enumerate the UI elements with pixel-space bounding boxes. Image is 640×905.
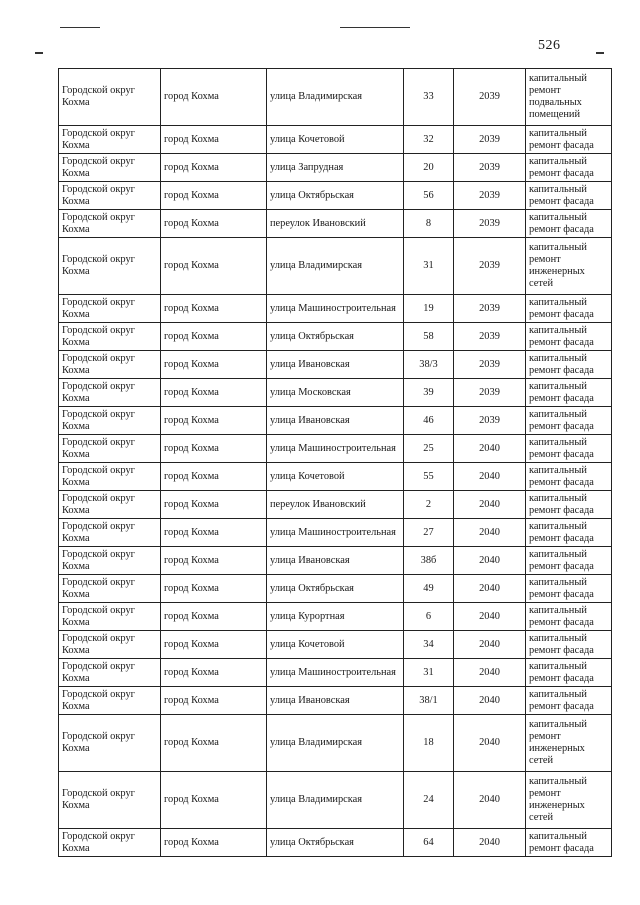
table-row xyxy=(59,575,612,603)
year-cell: 2039 xyxy=(454,238,526,295)
street-cell: улица Октябрьская xyxy=(267,829,404,857)
house-number-cell: 31 xyxy=(404,238,454,295)
table-row xyxy=(59,323,612,351)
house-number-cell: 6 xyxy=(404,603,454,631)
locality-cell: город Кохма xyxy=(161,631,267,659)
work-type-cell: капитальный ремонт фасада xyxy=(526,435,612,463)
table-row xyxy=(59,210,612,238)
house-number-cell: 27 xyxy=(404,519,454,547)
table-row xyxy=(59,491,612,519)
municipality-cell: Городской округ Кохма xyxy=(59,154,161,182)
street-cell: улица Кочетовой xyxy=(267,463,404,491)
house-number-cell: 2 xyxy=(404,491,454,519)
house-number-cell: 31 xyxy=(404,659,454,687)
municipality-cell: Городской округ Кохма xyxy=(59,379,161,407)
locality-cell: город Кохма xyxy=(161,323,267,351)
municipality-cell: Городской округ Кохма xyxy=(59,435,161,463)
street-cell: переулок Ивановский xyxy=(267,491,404,519)
street-cell: улица Ивановская xyxy=(267,687,404,715)
work-type-cell: капитальный ремонт фасада xyxy=(526,575,612,603)
locality-cell: город Кохма xyxy=(161,210,267,238)
work-type-cell: капитальный ремонт инженерных сетей xyxy=(526,772,612,829)
street-cell: улица Октябрьская xyxy=(267,575,404,603)
year-cell: 2040 xyxy=(454,519,526,547)
locality-cell: город Кохма xyxy=(161,295,267,323)
locality-cell: город Кохма xyxy=(161,407,267,435)
year-cell: 2040 xyxy=(454,687,526,715)
municipality-cell: Городской округ Кохма xyxy=(59,295,161,323)
table-row xyxy=(59,379,612,407)
house-number-cell: 64 xyxy=(404,829,454,857)
locality-cell: город Кохма xyxy=(161,463,267,491)
municipality-cell: Городской округ Кохма xyxy=(59,126,161,154)
year-cell: 2039 xyxy=(454,351,526,379)
locality-cell: город Кохма xyxy=(161,182,267,210)
locality-cell: город Кохма xyxy=(161,379,267,407)
year-cell: 2039 xyxy=(454,126,526,154)
municipality-cell: Городской округ Кохма xyxy=(59,238,161,295)
house-number-cell: 8 xyxy=(404,210,454,238)
year-cell: 2040 xyxy=(454,547,526,575)
municipality-cell: Городской округ Кохма xyxy=(59,519,161,547)
street-cell: улица Машиностроительная xyxy=(267,519,404,547)
house-number-cell: 19 xyxy=(404,295,454,323)
house-number-cell: 58 xyxy=(404,323,454,351)
street-cell: улица Курортная xyxy=(267,603,404,631)
street-cell: улица Машиностроительная xyxy=(267,295,404,323)
table-row xyxy=(59,435,612,463)
year-cell: 2040 xyxy=(454,603,526,631)
work-type-cell: капитальный ремонт фасада xyxy=(526,829,612,857)
table-row xyxy=(59,182,612,210)
table-row xyxy=(59,519,612,547)
work-type-cell: капитальный ремонт фасада xyxy=(526,154,612,182)
work-type-cell: капитальный ремонт фасада xyxy=(526,659,612,687)
locality-cell: город Кохма xyxy=(161,491,267,519)
municipality-cell: Городской округ Кохма xyxy=(59,659,161,687)
locality-cell: город Кохма xyxy=(161,659,267,687)
locality-cell: город Кохма xyxy=(161,715,267,772)
work-type-cell: капитальный ремонт подвальных помещений xyxy=(526,69,612,126)
municipality-cell: Городской округ Кохма xyxy=(59,182,161,210)
year-cell: 2039 xyxy=(454,69,526,126)
year-cell: 2040 xyxy=(454,631,526,659)
locality-cell: город Кохма xyxy=(161,126,267,154)
work-type-cell: капитальный ремонт фасада xyxy=(526,295,612,323)
locality-cell: город Кохма xyxy=(161,69,267,126)
house-number-cell: 24 xyxy=(404,772,454,829)
street-cell: улица Ивановская xyxy=(267,407,404,435)
year-cell: 2040 xyxy=(454,435,526,463)
year-cell: 2039 xyxy=(454,295,526,323)
locality-cell: город Кохма xyxy=(161,238,267,295)
house-number-cell: 38/3 xyxy=(404,351,454,379)
table-row xyxy=(59,772,612,829)
house-number-cell: 33 xyxy=(404,69,454,126)
work-type-cell: капитальный ремонт фасада xyxy=(526,379,612,407)
street-cell: улица Запрудная xyxy=(267,154,404,182)
municipality-cell: Городской округ Кохма xyxy=(59,772,161,829)
municipality-cell: Городской округ Кохма xyxy=(59,603,161,631)
scan-mark-left xyxy=(35,52,43,54)
street-cell: улица Кочетовой xyxy=(267,126,404,154)
locality-cell: город Кохма xyxy=(161,547,267,575)
scan-mark-top xyxy=(60,27,100,28)
table-row xyxy=(59,715,612,772)
year-cell: 2040 xyxy=(454,829,526,857)
street-cell: улица Московская xyxy=(267,379,404,407)
year-cell: 2039 xyxy=(454,407,526,435)
work-type-cell: капитальный ремонт фасада xyxy=(526,182,612,210)
street-cell: улица Ивановская xyxy=(267,351,404,379)
table-row xyxy=(59,687,612,715)
house-number-cell: 46 xyxy=(404,407,454,435)
locality-cell: город Кохма xyxy=(161,154,267,182)
street-cell: улица Владимирская xyxy=(267,772,404,829)
street-cell: улица Ивановская xyxy=(267,547,404,575)
year-cell: 2039 xyxy=(454,154,526,182)
street-cell: улица Машиностроительная xyxy=(267,659,404,687)
table-row xyxy=(59,69,612,126)
year-cell: 2040 xyxy=(454,715,526,772)
street-cell: улица Кочетовой xyxy=(267,631,404,659)
work-type-cell: капитальный ремонт фасада xyxy=(526,126,612,154)
table-row xyxy=(59,238,612,295)
municipality-cell: Городской округ Кохма xyxy=(59,575,161,603)
table-row xyxy=(59,659,612,687)
table-row xyxy=(59,463,612,491)
table-row xyxy=(59,603,612,631)
work-type-cell: капитальный ремонт фасада xyxy=(526,631,612,659)
repair-schedule-table xyxy=(58,68,612,857)
municipality-cell: Городской округ Кохма xyxy=(59,407,161,435)
year-cell: 2040 xyxy=(454,491,526,519)
year-cell: 2039 xyxy=(454,182,526,210)
table-row xyxy=(59,829,612,857)
municipality-cell: Городской округ Кохма xyxy=(59,631,161,659)
work-type-cell: капитальный ремонт фасада xyxy=(526,323,612,351)
work-type-cell: капитальный ремонт фасада xyxy=(526,351,612,379)
street-cell: улица Владимирская xyxy=(267,69,404,126)
municipality-cell: Городской округ Кохма xyxy=(59,491,161,519)
year-cell: 2040 xyxy=(454,772,526,829)
work-type-cell: капитальный ремонт фасада xyxy=(526,687,612,715)
work-type-cell: капитальный ремонт фасада xyxy=(526,603,612,631)
municipality-cell: Городской округ Кохма xyxy=(59,687,161,715)
scan-mark-top-right xyxy=(340,27,410,28)
locality-cell: город Кохма xyxy=(161,687,267,715)
locality-cell: город Кохма xyxy=(161,351,267,379)
table-row xyxy=(59,351,612,379)
street-cell: улица Машиностроительная xyxy=(267,435,404,463)
year-cell: 2039 xyxy=(454,379,526,407)
locality-cell: город Кохма xyxy=(161,603,267,631)
house-number-cell: 38/1 xyxy=(404,687,454,715)
municipality-cell: Городской округ Кохма xyxy=(59,351,161,379)
house-number-cell: 25 xyxy=(404,435,454,463)
street-cell: переулок Ивановский xyxy=(267,210,404,238)
locality-cell: город Кохма xyxy=(161,575,267,603)
house-number-cell: 32 xyxy=(404,126,454,154)
street-cell: улица Октябрьская xyxy=(267,182,404,210)
table-row xyxy=(59,631,612,659)
work-type-cell: капитальный ремонт фасада xyxy=(526,463,612,491)
locality-cell: город Кохма xyxy=(161,519,267,547)
house-number-cell: 18 xyxy=(404,715,454,772)
page-number: 526 xyxy=(538,38,561,53)
work-type-cell: капитальный ремонт инженерных сетей xyxy=(526,715,612,772)
year-cell: 2040 xyxy=(454,463,526,491)
locality-cell: город Кохма xyxy=(161,829,267,857)
house-number-cell: 39 xyxy=(404,379,454,407)
year-cell: 2039 xyxy=(454,210,526,238)
work-type-cell: капитальный ремонт фасада xyxy=(526,491,612,519)
street-cell: улица Владимирская xyxy=(267,715,404,772)
municipality-cell: Городской округ Кохма xyxy=(59,69,161,126)
locality-cell: город Кохма xyxy=(161,772,267,829)
table-row xyxy=(59,407,612,435)
locality-cell: город Кохма xyxy=(161,435,267,463)
municipality-cell: Городской округ Кохма xyxy=(59,210,161,238)
street-cell: улица Владимирская xyxy=(267,238,404,295)
table-body xyxy=(59,69,612,857)
year-cell: 2040 xyxy=(454,575,526,603)
scan-mark-right xyxy=(596,52,604,54)
work-type-cell: капитальный ремонт фасада xyxy=(526,407,612,435)
street-cell: улица Октябрьская xyxy=(267,323,404,351)
municipality-cell: Городской округ Кохма xyxy=(59,547,161,575)
house-number-cell: 49 xyxy=(404,575,454,603)
municipality-cell: Городской округ Кохма xyxy=(59,323,161,351)
municipality-cell: Городской округ Кохма xyxy=(59,829,161,857)
municipality-cell: Городской округ Кохма xyxy=(59,463,161,491)
table-row xyxy=(59,126,612,154)
house-number-cell: 55 xyxy=(404,463,454,491)
table-row xyxy=(59,154,612,182)
house-number-cell: 38б xyxy=(404,547,454,575)
table-row xyxy=(59,547,612,575)
work-type-cell: капитальный ремонт фасада xyxy=(526,519,612,547)
house-number-cell: 34 xyxy=(404,631,454,659)
table-row xyxy=(59,295,612,323)
municipality-cell: Городской округ Кохма xyxy=(59,715,161,772)
work-type-cell: капитальный ремонт фасада xyxy=(526,547,612,575)
work-type-cell: капитальный ремонт инженерных сетей xyxy=(526,238,612,295)
house-number-cell: 56 xyxy=(404,182,454,210)
year-cell: 2040 xyxy=(454,659,526,687)
work-type-cell: капитальный ремонт фасада xyxy=(526,210,612,238)
year-cell: 2039 xyxy=(454,323,526,351)
house-number-cell: 20 xyxy=(404,154,454,182)
